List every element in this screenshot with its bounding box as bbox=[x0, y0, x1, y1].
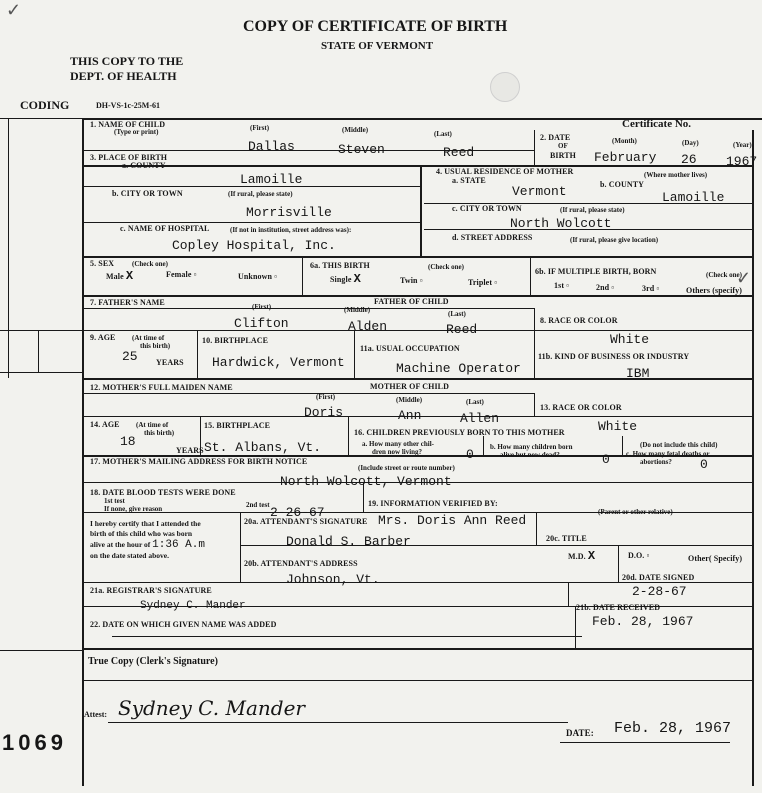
place-county: Lamoille bbox=[240, 172, 303, 187]
birth-year-label: (Year) bbox=[733, 141, 752, 149]
attendant-signature: Donald S. Barber bbox=[286, 534, 411, 549]
fetal-deaths-value: 0 bbox=[700, 457, 708, 472]
birth-day-label: (Day) bbox=[682, 139, 699, 147]
mother-birthplace: St. Albans, Vt. bbox=[204, 440, 322, 455]
blood-test-date: 2-26-67 bbox=[270, 505, 325, 520]
registrar-signature: Sydney C. Mander bbox=[140, 600, 246, 612]
certify-line-3: alive at the hour of 1:36 A.m bbox=[90, 539, 205, 551]
residence-street-label: d. STREET ADDRESS bbox=[452, 233, 533, 242]
multiple-first-option: 1st ▫ bbox=[554, 281, 570, 290]
coding-label: CODING bbox=[20, 98, 70, 112]
copy-to-line-2: DEPT. OF HEALTH bbox=[70, 69, 177, 83]
birth-month-label: (Month) bbox=[612, 137, 637, 145]
mother-name-label: 12. MOTHER'S FULL MAIDEN NAME bbox=[90, 383, 233, 392]
father-years-label: YEARS bbox=[156, 358, 184, 367]
multiple-others-option: Others (specify) bbox=[686, 286, 743, 295]
check-mark-icon: ✓ bbox=[6, 0, 22, 20]
single-mark: X bbox=[353, 272, 361, 286]
child-middle-name: Steven bbox=[338, 142, 385, 157]
place-city: Morrisville bbox=[246, 205, 332, 220]
father-business-label: 11b. KIND OF BUSINESS OR INDUSTRY bbox=[538, 352, 690, 361]
mother-last-label: (Last) bbox=[466, 398, 484, 406]
certificate-number-label: Certificate No. bbox=[622, 118, 692, 130]
this-birth-label: 6a. THIS BIRTH bbox=[310, 261, 370, 270]
registrar-signature-label: 21a. REGISTRAR'S SIGNATURE bbox=[90, 586, 212, 595]
father-middle-name: Alden bbox=[348, 319, 388, 334]
mother-race: White bbox=[598, 419, 638, 434]
attest-signature: Sydney C. Mander bbox=[118, 696, 305, 720]
mother-age: 18 bbox=[120, 434, 136, 449]
father-first-name: Clifton bbox=[234, 316, 289, 331]
check-mark-icon: ✓ bbox=[736, 268, 752, 288]
blood-tests-label: 18. DATE BLOOD TESTS WERE DONE bbox=[90, 488, 236, 497]
residence-state: Vermont bbox=[512, 184, 567, 199]
residence-sub: (Where mother lives) bbox=[644, 171, 708, 179]
father-age-sub-2: this birth) bbox=[140, 342, 171, 350]
blood-second-test: 2nd test bbox=[246, 501, 270, 509]
place-county-label: a. COUNTY bbox=[122, 161, 166, 170]
child-last-name: Reed bbox=[443, 145, 475, 160]
residence-city: North Wolcott bbox=[510, 216, 612, 231]
birth-date-of-label: OF bbox=[558, 142, 568, 150]
twin-checkbox: ▫ bbox=[419, 276, 423, 285]
father-business: IBM bbox=[626, 366, 650, 381]
fetal-deaths-label-1: c. How many fetal deaths or bbox=[626, 450, 710, 458]
multiple-birth-label: 6b. IF MULTIPLE BIRTH, BORN bbox=[535, 267, 657, 276]
children-born-note: (Do not include this child) bbox=[640, 441, 718, 449]
residence-street-sub: (If rural, please give location) bbox=[570, 236, 659, 244]
mother-first-name: Doris bbox=[304, 405, 344, 420]
mother-age-label: 14. AGE bbox=[90, 420, 120, 429]
attest-label: Attest: bbox=[84, 710, 108, 719]
mother-race-label: 13. RACE OR COLOR bbox=[540, 403, 622, 412]
attendant-title-label: 20c. TITLE bbox=[546, 534, 587, 543]
father-birthplace: Hardwick, Vermont bbox=[212, 355, 345, 370]
date-received: Feb. 28, 1967 bbox=[592, 614, 694, 629]
mailing-address-sub: (Include street or route number) bbox=[358, 464, 455, 472]
title-md-option: M.D. X bbox=[568, 549, 596, 563]
mailing-address-label: 17. MOTHER'S MAILING ADDRESS FOR BIRTH NOTICE bbox=[90, 457, 308, 466]
birth-year: 1967 bbox=[726, 154, 758, 169]
mother-age-sub-2: this birth) bbox=[144, 429, 175, 437]
blood-first-test: 1st test bbox=[104, 497, 125, 505]
children-dead-value: 0 bbox=[602, 452, 610, 467]
residence-city-sub: (If rural, please state) bbox=[560, 206, 625, 214]
father-birthplace-label: 10. BIRTHPLACE bbox=[202, 336, 269, 345]
triplet-checkbox: ▫ bbox=[494, 278, 498, 287]
children-dead-label-2: alive but now dead? bbox=[500, 451, 560, 459]
mother-section-heading: MOTHER OF CHILD bbox=[370, 382, 449, 391]
father-race-label: 8. RACE OR COLOR bbox=[540, 316, 618, 325]
sex-female-option: Female ▫ bbox=[166, 270, 197, 279]
multiple-second-option: 2nd ▫ bbox=[596, 283, 615, 292]
father-last-label: (Last) bbox=[448, 310, 466, 318]
true-copy-label: True Copy (Clerk's Signature) bbox=[88, 656, 218, 667]
attendant-address-label: 20b. ATTENDANT'S ADDRESS bbox=[244, 559, 358, 568]
hospital-name: Copley Hospital, Inc. bbox=[172, 238, 336, 253]
hospital-label: c. NAME OF HOSPITAL bbox=[120, 224, 210, 233]
unknown-checkbox: ▫ bbox=[274, 272, 278, 281]
verified-by-label: 19. INFORMATION VERIFIED BY: bbox=[368, 499, 498, 508]
father-first-label: (First) bbox=[252, 303, 272, 311]
children-living-label-1: a. How many other chil- bbox=[362, 440, 435, 448]
place-city-sub: (If rural, please state) bbox=[228, 190, 293, 198]
single-option: Single X bbox=[330, 272, 361, 286]
state-heading: STATE OF VERMONT bbox=[321, 40, 434, 52]
father-age-sub-1: (At time of bbox=[132, 334, 165, 342]
sex-check: (Check one) bbox=[132, 260, 168, 268]
mother-birthplace-label: 15. BIRTHPLACE bbox=[204, 421, 271, 430]
this-birth-check: (Check one) bbox=[428, 263, 464, 271]
residence-county-label: b. COUNTY bbox=[600, 180, 645, 189]
hospital-sub: (If not in institution, street address was): bbox=[230, 226, 352, 234]
mother-first-label: (First) bbox=[316, 393, 336, 401]
father-occupation-label: 11a. USUAL OCCUPATION bbox=[360, 344, 460, 353]
father-occupation: Machine Operator bbox=[396, 361, 521, 376]
certify-line-1: I hereby certify that I attended the bbox=[90, 519, 201, 528]
title-other-option: Other( Specify) bbox=[688, 554, 743, 563]
multiple-third-option: 3rd ▫ bbox=[642, 284, 660, 293]
mother-middle-label: (Middle) bbox=[396, 396, 423, 404]
certificate-title: COPY OF CERTIFICATE OF BIRTH bbox=[243, 18, 508, 35]
verified-by: Mrs. Doris Ann Reed bbox=[378, 513, 527, 528]
title-md-mark: X bbox=[587, 549, 596, 563]
female-checkbox: ▫ bbox=[193, 270, 197, 279]
document-number: 1069 bbox=[2, 730, 67, 755]
birth-day: 26 bbox=[681, 152, 697, 167]
child-middle-label: (Middle) bbox=[342, 126, 369, 134]
father-age-label: 9. AGE bbox=[90, 333, 116, 342]
certify-line-4: on the date stated above. bbox=[90, 551, 169, 560]
date-signed-label: 20d. DATE SIGNED bbox=[622, 573, 695, 582]
verified-by-sub: (Parent or other relative) bbox=[598, 508, 673, 516]
title-do-option: D.O. ▫ bbox=[628, 551, 650, 560]
father-middle-label: (Middle) bbox=[344, 306, 371, 314]
birth-date-birth-label: BIRTH bbox=[550, 151, 577, 160]
seal-icon bbox=[490, 72, 520, 102]
residence-county: Lamoille bbox=[662, 190, 725, 205]
form-number: DH-VS-1c-25M-61 bbox=[96, 101, 160, 110]
child-first-label: (First) bbox=[250, 124, 270, 132]
children-living-label-2: dren now living? bbox=[372, 448, 423, 456]
children-living-value: 0 bbox=[466, 447, 474, 462]
triplet-option: Triplet ▫ bbox=[468, 278, 498, 287]
father-section-heading: FATHER OF CHILD bbox=[374, 297, 449, 306]
residence-label: 4. USUAL RESIDENCE OF MOTHER bbox=[436, 167, 574, 176]
child-first-name: Dallas bbox=[248, 139, 295, 154]
father-last-name: Reed bbox=[446, 322, 478, 337]
residence-city-label: c. CITY OR TOWN bbox=[452, 204, 522, 213]
mailing-address: North Wolcott, Vermont bbox=[280, 474, 452, 489]
multiple-birth-check: (Check one) bbox=[706, 271, 742, 279]
given-name-date-label: 22. DATE ON WHICH GIVEN NAME WAS ADDED bbox=[90, 620, 277, 629]
twin-option: Twin ▫ bbox=[400, 276, 423, 285]
fetal-deaths-label-2: abortions? bbox=[640, 458, 672, 466]
children-born-label: 16. CHILDREN PREVIOUSLY BORN TO THIS MOTHER bbox=[354, 428, 565, 437]
birth-month: February bbox=[594, 150, 657, 165]
blood-none-reason: If none, give reason bbox=[104, 505, 163, 513]
mother-years-label: YEARS bbox=[176, 446, 204, 455]
place-of-birth-label: 3. PLACE OF BIRTH bbox=[90, 153, 168, 162]
birth-date-label: 2. DATE bbox=[540, 133, 571, 142]
residence-state-label: a. STATE bbox=[452, 176, 486, 185]
father-race: White bbox=[610, 332, 650, 347]
child-name-sub: (Type or print) bbox=[114, 128, 159, 136]
date-received-label: 21b. DATE RECEIVED bbox=[576, 603, 661, 612]
footer-date-label: DATE: bbox=[566, 728, 594, 738]
mother-age-sub-1: (At time of bbox=[136, 421, 169, 429]
attendant-signature-label: 20a. ATTENDANT'S SIGNATURE bbox=[244, 517, 368, 526]
place-city-label: b. CITY OR TOWN bbox=[112, 189, 183, 198]
father-age: 25 bbox=[122, 349, 138, 364]
certify-line-2: birth of this child who was born bbox=[90, 529, 193, 538]
attendant-address: Johnson, Vt. bbox=[286, 572, 380, 587]
certify-hour: 1:36 A.m bbox=[152, 539, 205, 551]
father-name-label: 7. FATHER'S NAME bbox=[90, 298, 165, 307]
child-last-label: (Last) bbox=[434, 130, 452, 138]
child-name-label: 1. NAME OF CHILD bbox=[90, 120, 166, 129]
mother-last-name: Allen bbox=[460, 411, 500, 426]
sex-male-option: Male X bbox=[106, 269, 134, 283]
children-dead-label-1: b. How many children born bbox=[490, 443, 573, 451]
date-signed: 2-28-67 bbox=[632, 584, 687, 599]
footer-date: Feb. 28, 1967 bbox=[614, 720, 732, 737]
sex-male-mark: X bbox=[125, 269, 134, 283]
sex-label: 5. SEX bbox=[90, 259, 115, 268]
copy-to-line-1: THIS COPY TO THE bbox=[70, 54, 184, 68]
sex-unknown-option: Unknown ▫ bbox=[238, 272, 278, 281]
mother-middle-name: Ann bbox=[398, 408, 422, 423]
